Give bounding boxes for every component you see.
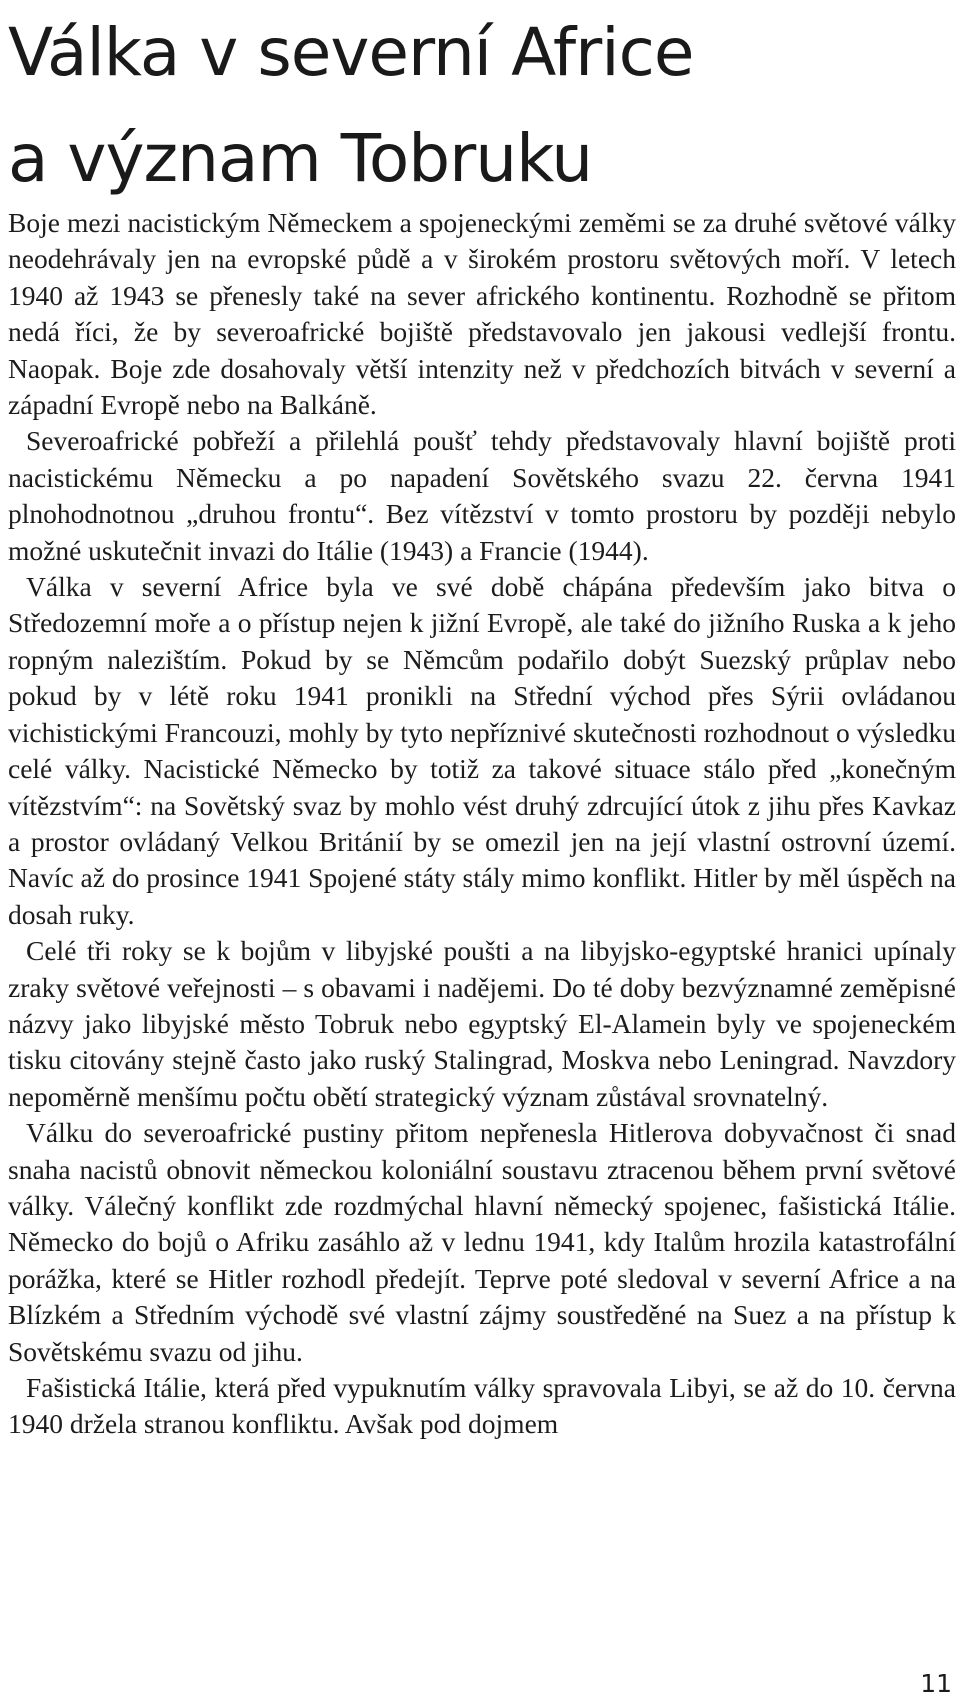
book-page bbox=[8, 0, 956, 1704]
chapter-title bbox=[8, 0, 956, 212]
paragraph-4: Celé tři roky se k bojům v libyjské poušti a na libyjsko-egyptské hranici upínaly zraky světové veřejnosti – s obavami i nadějemi. Do té doby bezvýznamné zeměpisné názvy jako libyjské město Tobruk nebo egyptský El-Alamein byly ve spojeneckém tisku citovány stejně často jako ruský Stalingrad, Moskva nebo Leningrad. Navzdory nepoměrně menšímu počtu obětí strategický význam zůstával srovnatelný. bbox=[8, 935, 956, 1112]
page-number: 11 bbox=[920, 1669, 952, 1698]
paragraph-1: Boje mezi nacistickým Německem a spojeneckými zeměmi se za druhé světové války neodehrávaly jen na evropské půdě a v širokém prostoru světových moří. V letech 1940 až 1943 se přenesly také na sever afrického kontinentu. Rozhodně se přitom nedá říci, že by severoafrické bojiště představovalo jen jakousi vedlejší frontu. Naopak. Boje zde dosahovaly větší intenzity než v předchozích bitvách v severní a západní Evropě nebo na Balkáně. bbox=[8, 207, 956, 421]
paragraph-6: Fašistická Itálie, která před vypuknutím války spravovala Libyi, se až do 10. června 1940 držela stranou konfliktu. Avšak pod dojmem bbox=[8, 1372, 956, 1440]
paragraph-3: Válka v severní Africe byla ve své době chápána především jako bitva o Středozemní moře a o přístup nejen k jižní Evropě, ale také do jižního Ruska a k jeho ropným nalezištím. Pokud by se Němcům podařilo dobýt Suezský průplav nebo pokud by v létě roku 1941 pronikli na Střední východ přes Sýrii ovládanou vichistickými Francouzi, mohly by tyto nepříznivé skutečnosti rozhodnout o výsledku celé války. Nacistické Německo by totiž za takové situace stálo před „konečným vítězstvím“: na Sovětský svaz by mohlo vést druhý zdrcující útok z jihu přes Kavkaz a prostor ovládaný Velkou Británií by se omezil jen na její vlastní ostrovní území. Navíc až do prosince 1941 Spojené státy stály mimo konflikt. Hitler by měl úspěch na dosah ruky. bbox=[8, 571, 956, 930]
chapter-title-line-2: a význam Tobruku bbox=[8, 120, 593, 197]
body-text bbox=[8, 205, 956, 1443]
chapter-title-line-1: Válka v severní Africe bbox=[8, 14, 694, 91]
paragraph-5: Válku do severoafrické pustiny přitom nepřenesla Hitlerova dobyvačnost či snad snaha nacistů obnovit německou koloniální soustavu ztracenou během první světové války. Válečný konflikt zde rozdmýchal hlavní německý spojenec, fašistická Itálie. Německo do bojů o Afriku zasáhlo až v lednu 1941, kdy Italům hrozila katastrofální porážka, které se Hitler rozhodl předejít. Teprve poté sledoval v severní Africe a na Blízkém a Středním východě své vlastní zájmy soustředěné na Suez a na přístup k Sovětskému svazu od jihu. bbox=[8, 1117, 956, 1367]
paragraph-2: Severoafrické pobřeží a přilehlá poušť tehdy představovaly hlavní bojiště proti nacistickému Německu a po napadení Sovětského svazu 22. června 1941 plnohodnotnou „druhou frontu“. Bez vítězství v tomto prostoru by později nebylo možné uskutečnit invazi do Itálie (1943) a Francie (1944). bbox=[8, 425, 956, 566]
